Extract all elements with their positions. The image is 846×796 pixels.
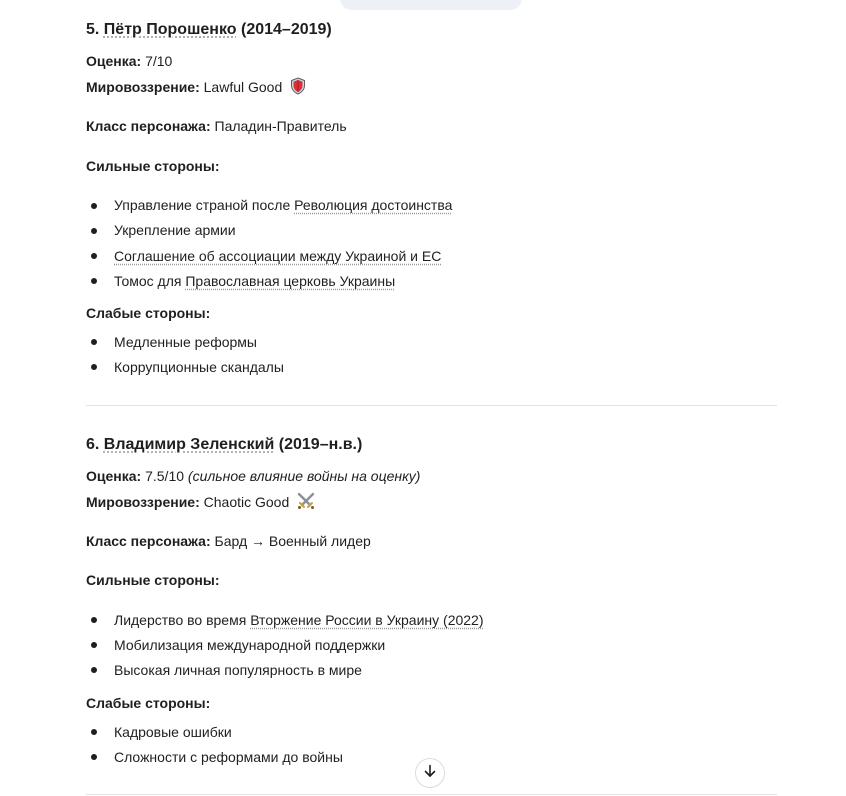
alignment-value: Chaotic Good: [203, 494, 290, 510]
strengths-title: [86, 571, 220, 589]
list-item: [114, 748, 343, 766]
list-item: [114, 661, 362, 679]
rating-line: [86, 52, 172, 70]
class-label: Класс персонажа:: [86, 533, 211, 549]
arrow-down-icon: [423, 764, 437, 783]
list-bullet: [91, 364, 97, 370]
rating-note: (сильное влияние войны на оценку): [187, 468, 421, 484]
section-number: 5.: [86, 21, 100, 38]
alignment-label: Мировоззрение:: [86, 494, 200, 510]
list-item: [114, 611, 484, 629]
alignment-line: [86, 77, 306, 99]
section-number: 6.: [86, 436, 100, 453]
weaknesses-title: [86, 694, 210, 712]
class-value: Паладин-Правитель: [214, 118, 347, 134]
rating-label: Оценка:: [86, 53, 142, 69]
strengths-title-text: Сильные стороны:: [86, 572, 220, 588]
weaknesses-title-text: Слабые стороны:: [86, 305, 211, 321]
list-item-text: Управление страной после: [114, 197, 295, 213]
list-item: [114, 221, 236, 239]
rating-value: 7/10: [145, 53, 173, 69]
section-heading-poroshenko: [86, 20, 332, 40]
top-floating-pill: [340, 0, 522, 10]
list-item-text: Коррупционные скандалы: [114, 359, 284, 375]
character-class-line: [86, 117, 347, 135]
list-bullet: [91, 203, 97, 209]
person-name-link[interactable]: Владимир Зеленский: [103, 436, 275, 453]
list-item: [114, 196, 452, 214]
list-item: [114, 333, 257, 351]
strengths-title: [86, 157, 220, 175]
section-heading-zelensky: [86, 435, 362, 455]
section-divider: [86, 405, 777, 406]
list-item: [114, 272, 395, 290]
alignment-value: Lawful Good: [203, 79, 283, 95]
entity-link[interactable]: Соглашение об ассоциации между Украиной и ЕС: [114, 248, 442, 264]
character-class-line: [86, 532, 371, 550]
list-bullet: [91, 642, 97, 648]
list-item: [114, 247, 441, 265]
list-bullet: [91, 253, 97, 259]
crossed-swords-icon: [297, 492, 315, 514]
strengths-title-text: Сильные стороны:: [86, 158, 220, 174]
section-years: (2014–2019): [241, 21, 332, 38]
section-years: (2019–н.в.): [278, 436, 363, 453]
list-bullet: [91, 617, 97, 623]
alignment-label: Мировоззрение:: [86, 79, 200, 95]
entity-link[interactable]: Революция достоинства: [294, 197, 453, 213]
scroll-to-bottom-button[interactable]: [415, 758, 445, 788]
list-item-text: Кадровые ошибки: [114, 724, 232, 740]
entity-link[interactable]: Вторжение России в Украину (2022): [250, 612, 484, 628]
entity-link[interactable]: Православная церковь Украины: [185, 273, 396, 289]
rating-label: Оценка:: [86, 468, 142, 484]
weaknesses-title-text: Слабые стороны:: [86, 695, 211, 711]
list-item: [114, 636, 385, 654]
person-name-link[interactable]: Пётр Порошенко: [103, 21, 237, 38]
list-item: [114, 358, 284, 376]
weaknesses-title: [86, 304, 210, 322]
list-item-text: Мобилизация международной поддержки: [114, 637, 386, 653]
list-item-text: Высокая личная популярность в мире: [114, 662, 362, 678]
list-item: [114, 723, 232, 741]
list-bullet: [91, 729, 97, 735]
list-item-text: Сложности с реформами до войны: [114, 749, 343, 765]
list-item-text: Томос для: [114, 273, 186, 289]
list-bullet: [91, 667, 97, 673]
rating-line: [86, 467, 420, 485]
list-bullet: [91, 754, 97, 760]
list-item-text: Укрепление армии: [114, 222, 236, 238]
section-divider: [86, 794, 777, 795]
class-value: Бард → Военный лидер: [214, 533, 371, 549]
list-bullet: [91, 278, 97, 284]
list-item-text: Лидерство во время: [114, 612, 251, 628]
class-label: Класс персонажа:: [86, 118, 211, 134]
shield-icon: [290, 77, 306, 99]
list-item-text: Медленные реформы: [114, 334, 257, 350]
list-bullet: [91, 339, 97, 345]
alignment-line: [86, 492, 315, 514]
list-bullet: [91, 228, 97, 234]
rating-value: 7.5/10: [145, 468, 185, 484]
